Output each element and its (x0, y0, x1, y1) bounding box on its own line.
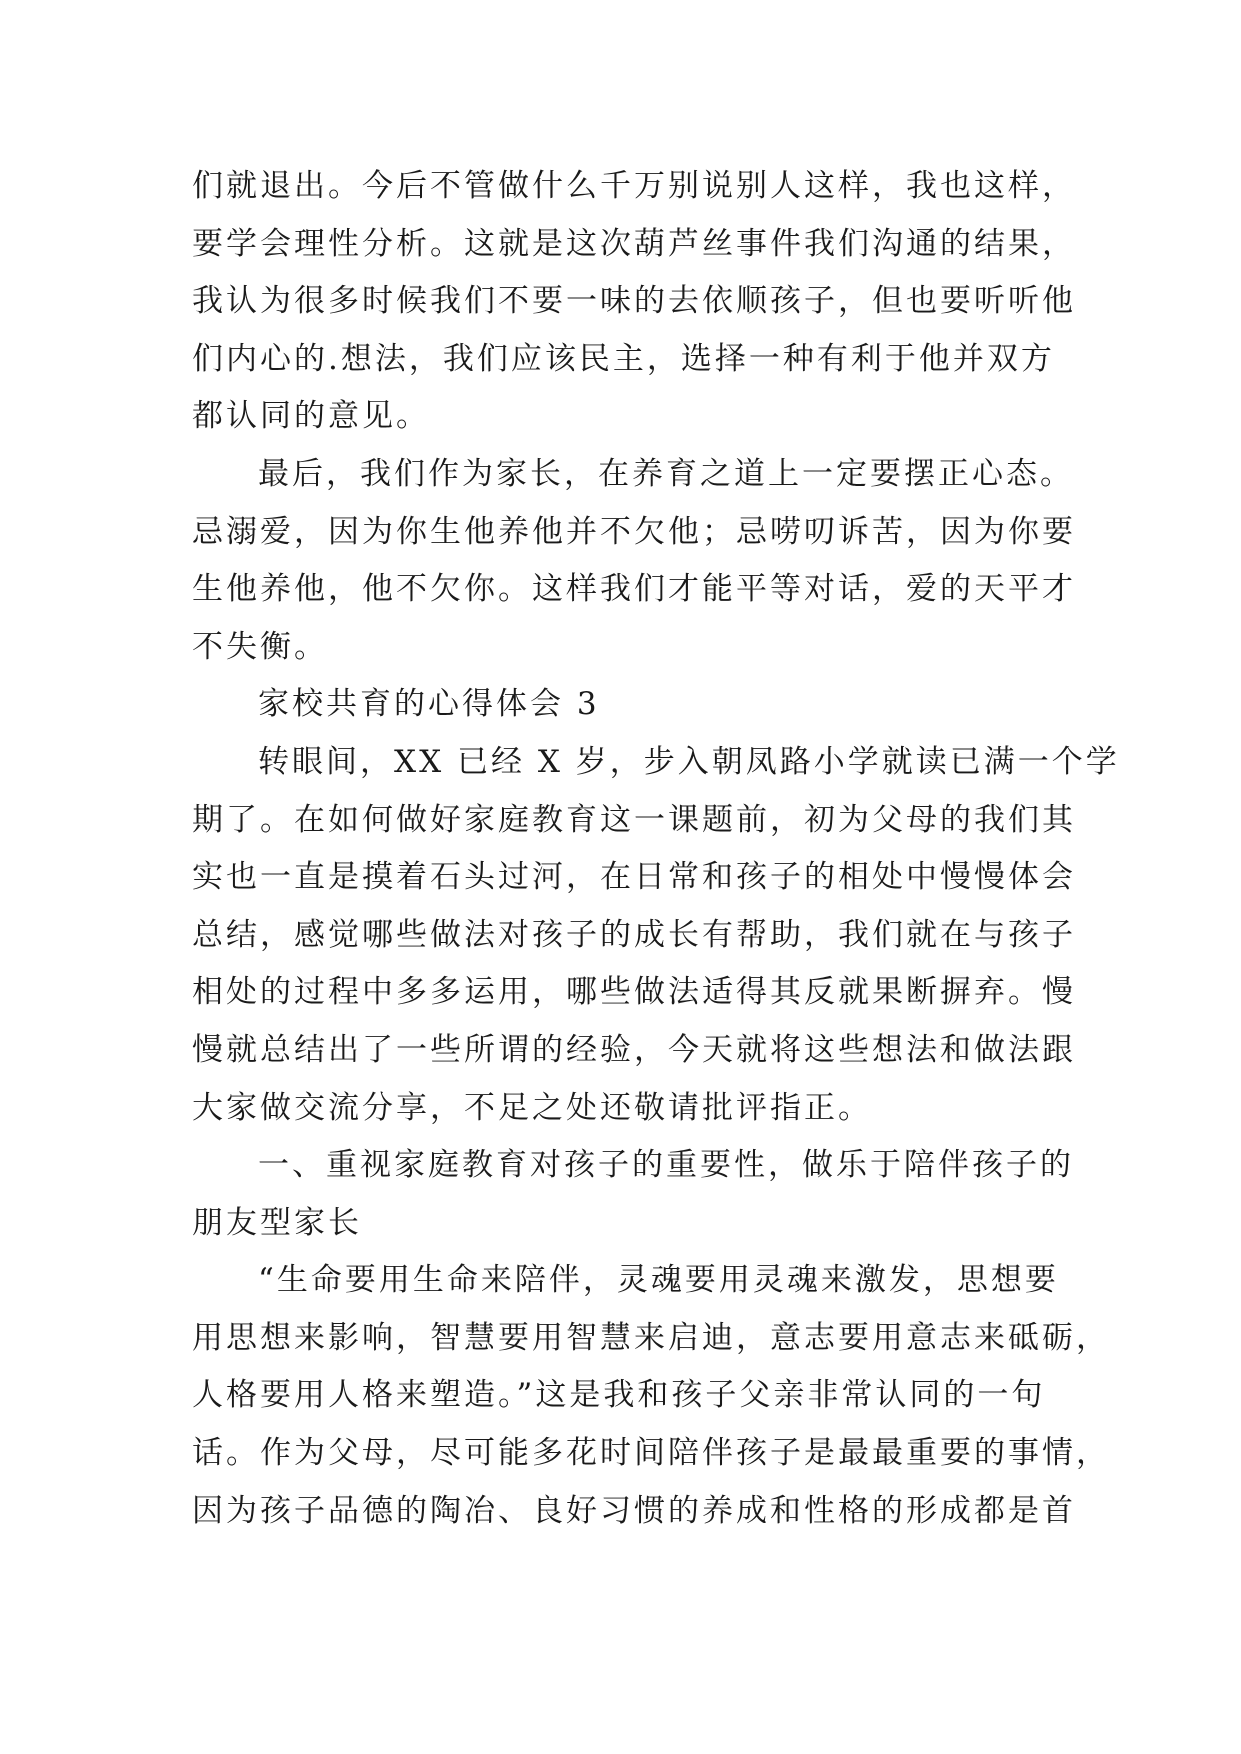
text-line: 要学会理性分析。这就是这次葫芦丝事件我们沟通的结果， (192, 225, 1076, 262)
text-line: 我认为很多时候我们不要一味的去依顺孩子，但也要听听他 (192, 283, 1076, 320)
text-line: 生他养他，他不欠你。这样我们才能平等对话，爱的天平才 (192, 571, 1076, 608)
text-line: 用思想来影响，智慧要用智慧来启迪，意志要用意志来砥砺， (192, 1319, 1110, 1356)
text-line: 相处的过程中多多运用，哪些做法适得其反就果断摒弃。慢 (192, 974, 1076, 1011)
text-line: “生命要用生命来陪伴，灵魂要用灵魂来激发，思想要 (258, 1262, 1059, 1299)
text-line: 朋友型家长 (192, 1204, 362, 1241)
text-line: 不失衡。 (192, 628, 328, 665)
text-line: 忌溺爱，因为你生他养他并不欠他；忌唠叨诉苦，因为你要 (192, 513, 1076, 550)
text-line: 实也一直是摸着石头过河，在日常和孩子的相处中慢慢体会 (192, 859, 1076, 896)
text-line: 总结，感觉哪些做法对孩子的成长有帮助，我们就在与孩子 (192, 916, 1076, 953)
text-line: 因为孩子品德的陶冶、良好习惯的养成和性格的形成都是首 (192, 1492, 1076, 1529)
text-line: 人格要用人格来塑造。”这是我和孩子父亲非常认同的一句 (192, 1377, 1046, 1414)
text-line: 慢就总结出了一些所谓的经验，今天就将这些想法和做法跟 (192, 1031, 1076, 1068)
text-line: 大家做交流分享，不足之处还敬请批评指正。 (192, 1089, 872, 1126)
document-body (192, 160, 1120, 1542)
text-line: 话。作为父母，尽可能多花时间陪伴孩子是最最重要的事情， (192, 1435, 1110, 1472)
text-line: 家校共育的心得体会 3 (258, 686, 600, 723)
text-line: 期了。在如何做好家庭教育这一课题前，初为父母的我们其 (192, 801, 1076, 838)
text-line: 一、重视家庭教育对孩子的重要性，做乐于陪伴孩子的 (258, 1147, 1074, 1184)
text-line: 最后，我们作为家长，在养育之道上一定要摆正心态。 (258, 455, 1074, 492)
text-line: 都认同的意见。 (192, 398, 430, 435)
text-line: 们就退出。今后不管做什么千万别说别人这样，我也这样， (192, 168, 1076, 204)
text-line: 转眼间，XX 已经 X 岁，步入朝凤路小学就读已满一个学 (258, 743, 1120, 780)
text-line: 们内心的.想法，我们应该民主，选择一种有利于他并双方 (192, 340, 1055, 377)
